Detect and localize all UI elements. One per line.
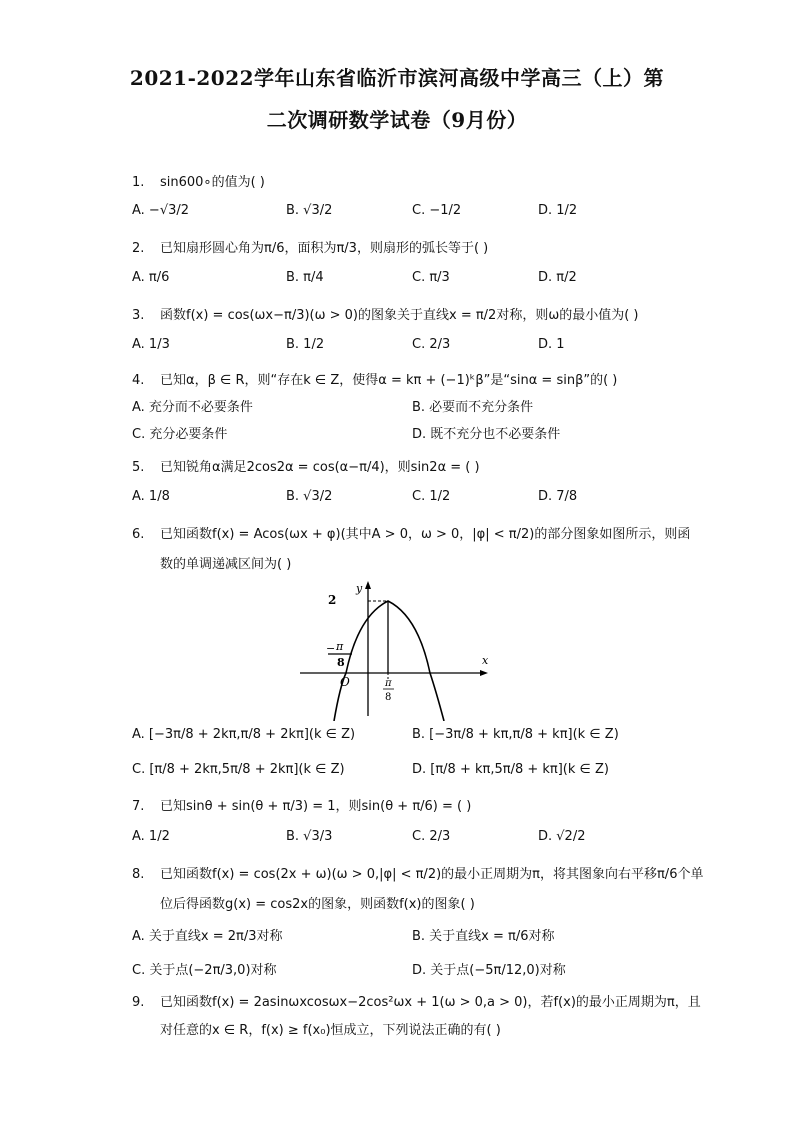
q4-option-a: A. 充分而不必要条件	[132, 400, 253, 415]
question-2: 2. 已知扇形圆心角为π/6，面积为π/3，则扇形的弧长等于( )	[132, 241, 489, 256]
question-9-continued: 对任意的x ∈ R，f(x) ≥ f(x₀)恒成立，下列说法正确的有( )	[160, 1023, 501, 1038]
q2-option-c: C. π/3	[412, 270, 450, 285]
x-axis-arrow	[480, 670, 488, 676]
question-6-continued: 数的单调递减区间为( )	[160, 557, 292, 572]
q5-option-a: A. 1/8	[132, 489, 170, 504]
q3-option-b: B. 1/2	[286, 337, 325, 352]
q3-option-a: A. 1/3	[132, 337, 170, 352]
question-5: 5. 已知锐角α满足2cos2α = cos(α−π/4)，则sin2α = ( )	[132, 460, 480, 475]
question-3: 3. 函数f(x) = cos(ωx−π/3)(ω > 0)的图象关于直线x = π/2对称，则ω的最小值为( )	[132, 308, 639, 323]
page-title-line2: 二次调研数学试卷（9月份）	[266, 108, 528, 132]
q8-option-a: A. 关于直线x = 2π/3对称	[132, 929, 283, 944]
q2-option-a: A. π/6	[132, 270, 170, 285]
q2-option-b: B. π/4	[286, 270, 324, 285]
function-graph	[296, 576, 496, 721]
q1-option-a: A. −√3/2	[132, 203, 190, 218]
cosine-curve	[334, 601, 444, 721]
q4-option-b: B. 必要而不充分条件	[412, 400, 534, 415]
q6-option-a: A. [−3π/8 + 2kπ,π/8 + 2kπ](k ∈ Z)	[132, 727, 356, 742]
q5-option-c: C. 1/2	[412, 489, 451, 504]
q6-option-b: B. [−3π/8 + kπ,π/8 + kπ](k ∈ Z)	[412, 727, 619, 742]
y-tick-label: 2	[328, 593, 337, 607]
q7-option-c: C. 2/3	[412, 829, 451, 844]
q5-option-b: B. √3/2	[286, 489, 333, 504]
q8-option-d: D. 关于点(−5π/12,0)对称	[412, 963, 566, 978]
q1-option-d: D. 1/2	[538, 203, 578, 218]
q3-option-c: C. 2/3	[412, 337, 451, 352]
left-tick-sign: −	[326, 642, 336, 655]
question-4: 4. 已知α，β ∈ R，则“存在k ∈ Z，使得α = kπ + (−1)ᵏβ”是“sinα = sinβ”的( )	[132, 373, 618, 388]
q7-option-b: B. √3/3	[286, 829, 333, 844]
q1-option-c: C. −1/2	[412, 203, 462, 218]
q8-option-b: B. 关于直线x = π/6对称	[412, 929, 555, 944]
q5-option-d: D. 7/8	[538, 489, 578, 504]
origin-label: O	[340, 675, 350, 689]
q6-option-d: D. [π/8 + kπ,5π/8 + kπ](k ∈ Z)	[412, 762, 609, 777]
x-axis-label: x	[482, 654, 489, 667]
q7-option-d: D. √2/2	[538, 829, 586, 844]
question-7: 7. 已知sinθ + sin(θ + π/3) = 1，则sin(θ + π/6) = ( )	[132, 799, 472, 814]
q6-option-c: C. [π/8 + 2kπ,5π/8 + 2kπ](k ∈ Z)	[132, 762, 345, 777]
q2-option-d: D. π/2	[538, 270, 577, 285]
q7-option-a: A. 1/2	[132, 829, 170, 844]
right-tick-num: π	[385, 678, 392, 689]
question-6: 6. 已知函数f(x) = Acos(ωx + φ)(其中A > 0，ω > 0，|φ| < π/2)的部分图象如图所示，则函	[132, 527, 691, 542]
page-title-line1: 2021-2022学年山东省临沂市滨河高级中学高三（上）第	[129, 66, 665, 90]
y-axis-label: y	[356, 582, 363, 595]
question-9: 9. 已知函数f(x) = 2asinωxcosωx−2cos²ωx + 1(ω > 0,a > 0)，若f(x)的最小正周期为π，且	[132, 995, 701, 1010]
right-tick-den: 8	[385, 692, 392, 703]
q4-option-c: C. 充分必要条件	[132, 427, 228, 442]
q8-option-c: C. 关于点(−2π/3,0)对称	[132, 963, 277, 978]
left-tick-den: 8	[337, 656, 345, 669]
question-8-continued: 位后得函数g(x) = cos2x的图象，则函数f(x)的图象( )	[160, 897, 475, 912]
question-1: 1. sin600∘的值为( )	[132, 175, 265, 190]
q4-option-d: D. 既不充分也不必要条件	[412, 427, 561, 442]
left-tick-num: π	[336, 640, 344, 653]
q1-option-b: B. √3/2	[286, 203, 333, 218]
q3-option-d: D. 1	[538, 337, 565, 352]
question-8: 8. 已知函数f(x) = cos(2x + ω)(ω > 0,|φ| < π/2)的最小正周期为π，将其图象向右平移π/6个单	[132, 867, 704, 882]
y-axis-arrow	[365, 581, 371, 589]
